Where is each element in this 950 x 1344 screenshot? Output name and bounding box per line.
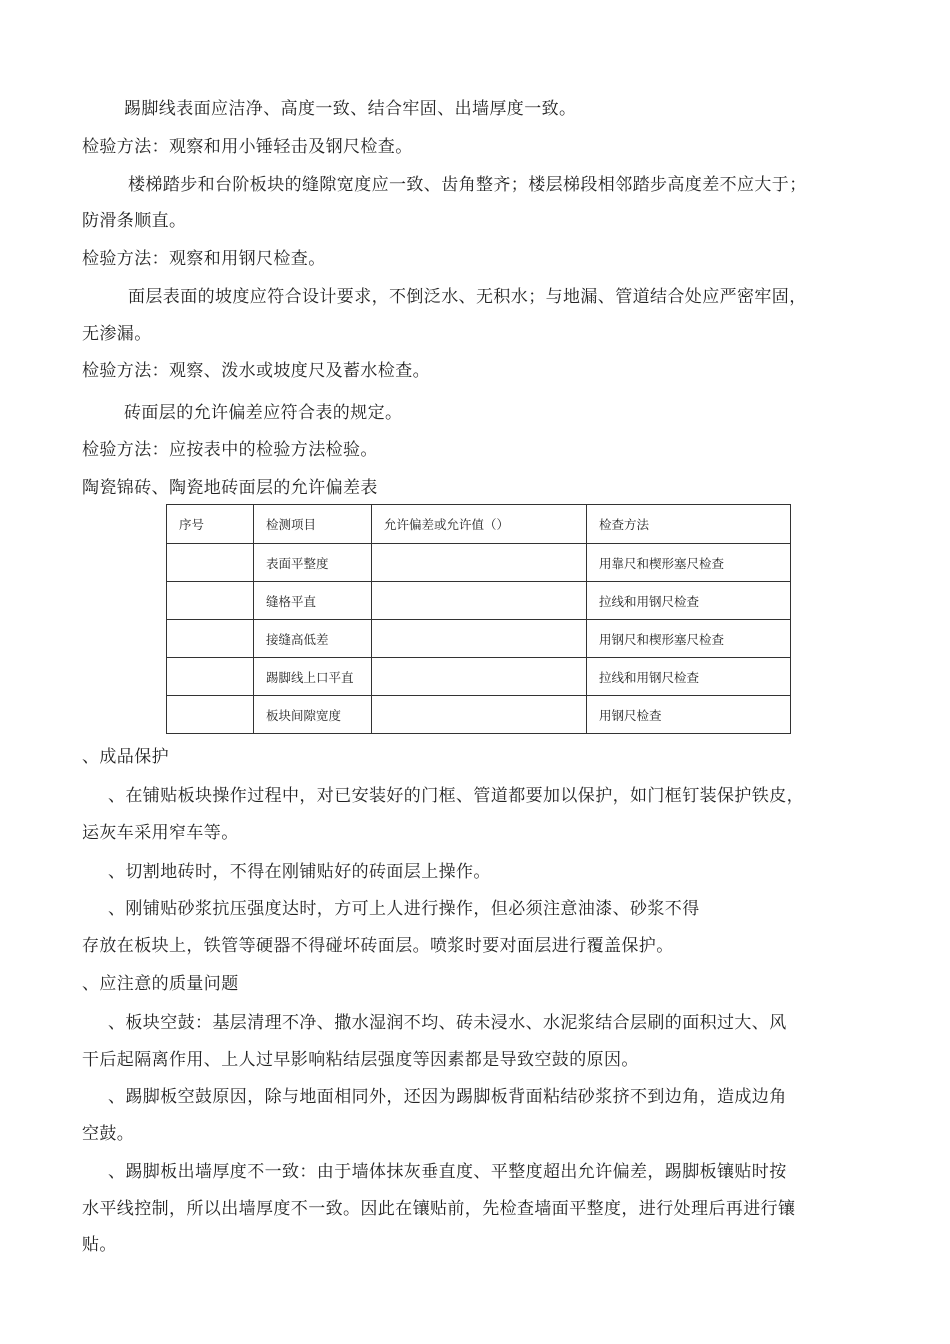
table-row bbox=[167, 582, 791, 620]
paragraph: 防滑条顺直。 bbox=[82, 211, 187, 231]
table-cell bbox=[372, 620, 587, 658]
table-row bbox=[167, 696, 791, 734]
table-caption: 陶瓷锦砖、陶瓷地砖面层的允许偏差表 bbox=[82, 478, 378, 498]
table-cell: 表面平整度 bbox=[254, 544, 372, 582]
table-cell bbox=[167, 620, 254, 658]
paragraph: 、踢脚板出墙厚度不一致：由于墙体抹灰垂直度、平整度超出允许偏差，踢脚板镶贴时按 bbox=[108, 1162, 787, 1182]
deviation-table bbox=[166, 504, 791, 734]
table-row bbox=[167, 620, 791, 658]
table-cell bbox=[167, 658, 254, 696]
table-cell bbox=[372, 696, 587, 734]
table-cell: 接缝高低差 bbox=[254, 620, 372, 658]
table-row bbox=[167, 544, 791, 582]
paragraph: 、踢脚板空鼓原因，除与地面相同外，还因为踢脚板背面粘结砂浆挤不到边角，造成边角 bbox=[108, 1087, 787, 1107]
table-cell: 用钢尺和楔形塞尺检查 bbox=[587, 620, 791, 658]
table-cell: 拉线和用钢尺检查 bbox=[587, 658, 791, 696]
table-cell bbox=[167, 696, 254, 734]
paragraph: 、在铺贴板块操作过程中，对已安装好的门框、管道都要加以保护，如门框钉装保护铁皮， bbox=[108, 786, 804, 806]
table-cell: 板块间隙宽度 bbox=[254, 696, 372, 734]
table-cell bbox=[372, 582, 587, 620]
table-row bbox=[167, 658, 791, 696]
paragraph: 楼梯踏步和台阶板块的缝隙宽度应一致、齿角整齐；楼层梯段相邻踏步高度差不应大于； bbox=[128, 175, 807, 195]
header-cell: 序号 bbox=[167, 505, 254, 544]
section-heading: 、成品保护 bbox=[82, 747, 169, 767]
header-cell: 检测项目 bbox=[254, 505, 372, 544]
table-cell: 用钢尺检查 bbox=[587, 696, 791, 734]
paragraph: 检验方法：观察和用小锤轻击及钢尺检查。 bbox=[82, 137, 413, 157]
header-cell: 允许偏差或允许值（） bbox=[372, 505, 587, 544]
table-cell: 拉线和用钢尺检查 bbox=[587, 582, 791, 620]
table-cell: 用靠尺和楔形塞尺检查 bbox=[587, 544, 791, 582]
table-cell: 缝格平直 bbox=[254, 582, 372, 620]
paragraph: 空鼓。 bbox=[82, 1124, 135, 1144]
paragraph: 存放在板块上，铁管等硬器不得碰坏砖面层。喷浆时要对面层进行覆盖保护。 bbox=[82, 936, 674, 956]
paragraph: 检验方法：观察、泼水或坡度尺及蓄水检查。 bbox=[82, 361, 430, 381]
header-cell: 检查方法 bbox=[587, 505, 791, 544]
paragraph: 贴。 bbox=[82, 1235, 117, 1255]
paragraph: 踢脚线表面应洁净、高度一致、结合牢固、出墙厚度一致。 bbox=[124, 99, 577, 119]
paragraph: 面层表面的坡度应符合设计要求，不倒泛水、无积水；与地漏、管道结合处应严密牢固， bbox=[128, 287, 807, 307]
table-cell: 踢脚线上口平直 bbox=[254, 658, 372, 696]
table-cell bbox=[372, 544, 587, 582]
paragraph: 检验方法：观察和用钢尺检查。 bbox=[82, 249, 326, 269]
table-header-row bbox=[167, 505, 791, 544]
paragraph: 水平线控制，所以出墙厚度不一致。因此在镶贴前，先检查墙面平整度，进行处理后再进行镶 bbox=[82, 1199, 796, 1219]
section-heading: 、应注意的质量问题 bbox=[82, 974, 239, 994]
paragraph: 砖面层的允许偏差应符合表的规定。 bbox=[124, 403, 403, 423]
paragraph: 干后起隔离作用、上人过早影响粘结层强度等因素都是导致空鼓的原因。 bbox=[82, 1050, 639, 1070]
paragraph: 、切割地砖时，不得在刚铺贴好的砖面层上操作。 bbox=[108, 862, 491, 882]
table-cell bbox=[372, 658, 587, 696]
paragraph: 、刚铺贴砂浆抗压强度达时，方可上人进行操作，但必须注意油漆、砂浆不得 bbox=[108, 899, 700, 919]
paragraph: 运灰车采用窄车等。 bbox=[82, 823, 239, 843]
paragraph: 无渗漏。 bbox=[82, 324, 152, 344]
table-cell bbox=[167, 544, 254, 582]
paragraph: 检验方法：应按表中的检验方法检验。 bbox=[82, 440, 378, 460]
paragraph: 、板块空鼓：基层清理不净、撒水湿润不均、砖未浸水、水泥浆结合层刷的面积过大、风 bbox=[108, 1013, 787, 1033]
table-cell bbox=[167, 582, 254, 620]
